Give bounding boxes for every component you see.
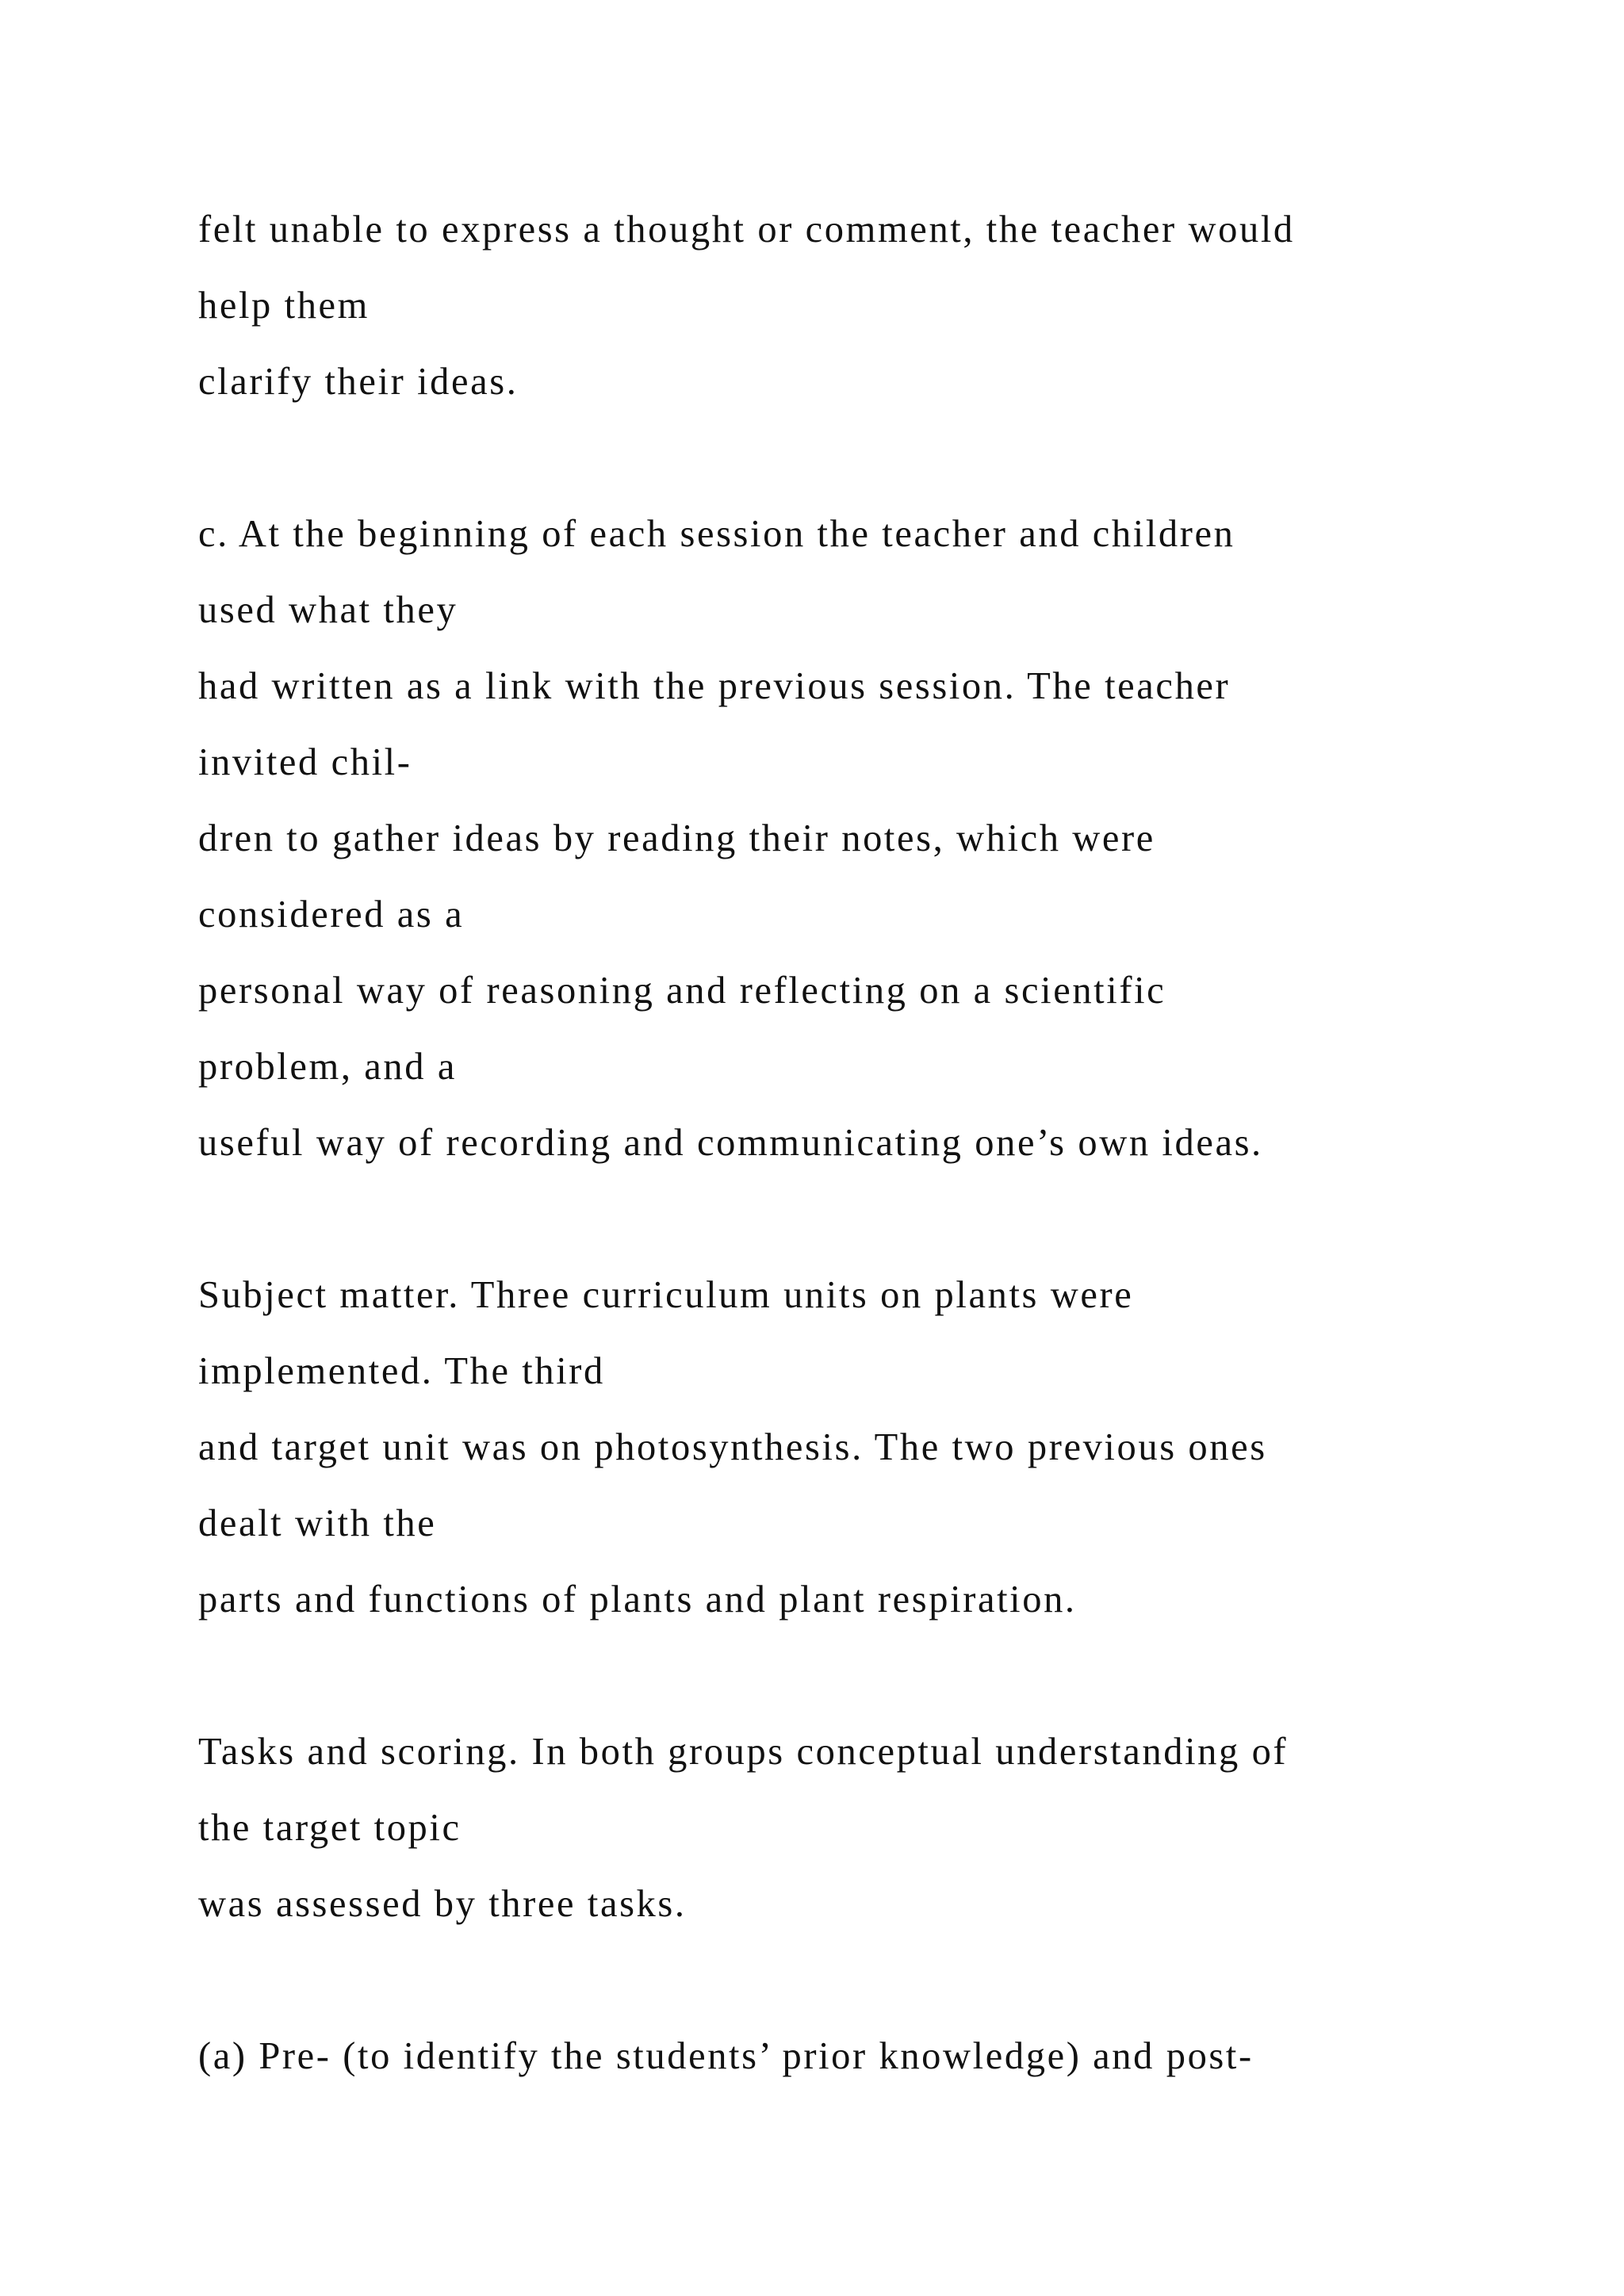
text-line: had written as a link with the previous session. The teacher [198,665,1231,707]
text-line: parts and functions of plants and plant respiration. [198,1578,1077,1621]
text-line: dren to gather ideas by reading their notes, which were [198,817,1155,859]
body-text [198,192,1546,2095]
text-line: clarify their ideas. [198,361,519,403]
text-line: dealt with the [198,1502,437,1544]
text-line: implemented. The third [198,1350,605,1392]
text-line: invited chil- [198,741,412,783]
text-line: (a) Pre- (to identify the students’ prior knowledge) and post- [198,2035,1254,2077]
text-line: was assessed by three tasks. [198,1883,687,1925]
text-line: and target unit was on photosynthesis. The two previous ones [198,1426,1267,1468]
paragraph-gap [198,1181,1546,1257]
text-line: Tasks and scoring. In both groups conceptual understanding of [198,1731,1289,1773]
text-line: felt unable to express a thought or comment, the teacher would [198,209,1295,251]
paragraph-gap [198,1638,1546,1714]
paragraph-gap [198,420,1546,496]
text-line: considered as a [198,894,465,936]
text-line: useful way of recording and communicating one’s own ideas. [198,1122,1263,1164]
text-line: Subject matter. Three curriculum units on plants were [198,1274,1134,1316]
text-line: used what they [198,589,458,631]
paragraph-gap [198,1942,1546,2019]
text-line: the target topic [198,1807,462,1849]
text-line: problem, and a [198,1046,457,1088]
text-line: help them [198,285,370,327]
text-line: c. At the beginning of each session the teacher and children [198,513,1235,555]
text-line: personal way of reasoning and reflecting on a scientific [198,970,1166,1012]
